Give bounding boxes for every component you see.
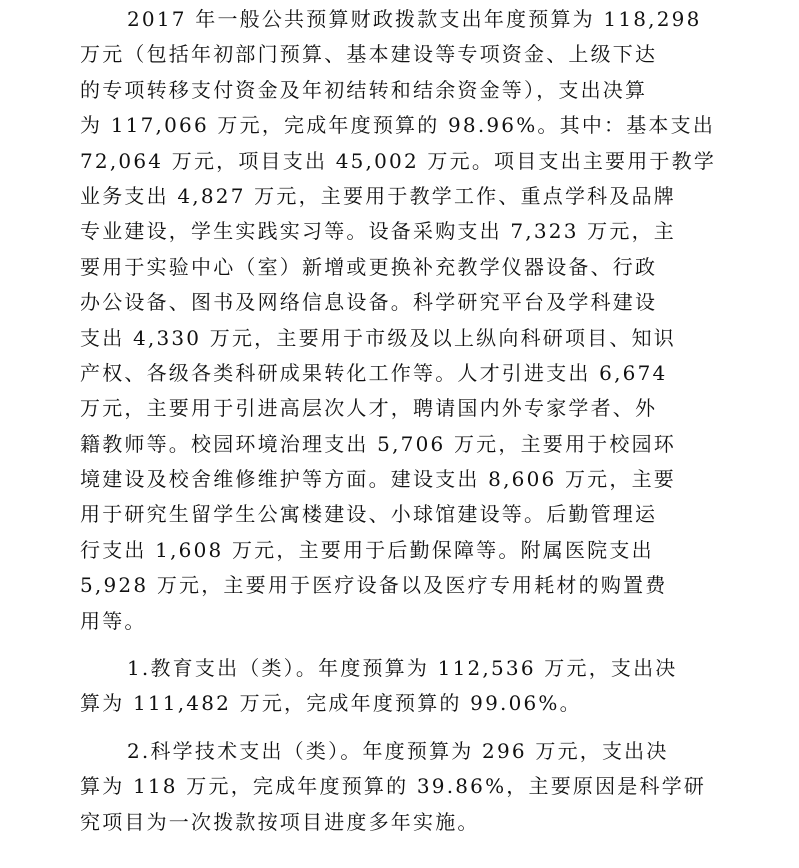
text-line: 境建设及校舍维修维护等方面。建设支出 8,606 万元，主要 <box>80 467 676 492</box>
text-line: 要用于实验中心（室）新增或更换补充教学仪器设备、行政 <box>80 254 658 279</box>
text-line: 1.教育支出（类）。年度预算为 112,536 万元，支出决 <box>127 656 678 681</box>
text-line: 为 117,066 万元，完成年度预算的 98.96%。其中：基本支出 <box>80 113 716 138</box>
text-line: 办公设备、图书及网络信息设备。科学研究平台及学科建设 <box>80 290 658 315</box>
text-line: 2017 年一般公共预算财政拨款支出年度预算为 118,298 <box>127 7 702 31</box>
paragraph-spacer <box>80 722 720 734</box>
text-line: 万元，主要用于引进高层次人才，聘请国内外专家学者、外 <box>80 396 658 421</box>
text-line: 72,064 万元，项目支出 45,002 万元。项目支出主要用于教学 <box>80 148 717 173</box>
text-line: 2.科学技术支出（类）。年度预算为 296 万元，支出决 <box>127 738 669 763</box>
text-line: 专业建设，学生实践实习等。设备采购支出 7,323 万元，主 <box>80 219 676 244</box>
text-line: 籍教师等。校园环境治理支出 5,706 万元，主要用于校园环 <box>80 431 676 456</box>
text-line: 支出 4,330 万元，主要用于市级及以上纵向科研项目、知识 <box>80 325 676 350</box>
paragraph-general-budget <box>80 0 720 639</box>
document-body <box>80 0 720 840</box>
text-line: 的专项转移支付资金及年初结转和结余资金等），支出决算 <box>80 77 648 102</box>
text-line: 算为 118 万元，完成年度预算的 39.86%，主要原因是科学研 <box>80 774 707 799</box>
text-line: 算为 111,482 万元，完成年度预算的 99.06%。 <box>80 691 582 716</box>
paragraph-education-expenditure <box>80 651 720 722</box>
text-line: 产权、各级各类科研成果转化工作等。人才引进支出 6,674 <box>80 360 668 385</box>
paragraph-spacer <box>80 639 720 651</box>
text-line: 业务支出 4,827 万元，主要用于教学工作、重点学科及品牌 <box>80 183 676 208</box>
text-line: 行支出 1,608 万元，主要用于后勤保障等。附属医院支出 <box>80 537 654 562</box>
text-line: 用等。 <box>80 608 147 633</box>
text-line: 万元（包括年初部门预算、基本建设等专项资金、上级下达 <box>80 42 658 67</box>
text-line: 用于研究生留学生公寓楼建设、小球馆建设等。后勤管理运 <box>80 502 658 527</box>
text-line: 究项目为一次拨款按项目进度多年实施。 <box>80 809 480 834</box>
paragraph-science-expenditure <box>80 734 720 840</box>
text-line: 5,928 万元，主要用于医疗设备以及医疗专用耗材的购置费 <box>80 573 668 598</box>
